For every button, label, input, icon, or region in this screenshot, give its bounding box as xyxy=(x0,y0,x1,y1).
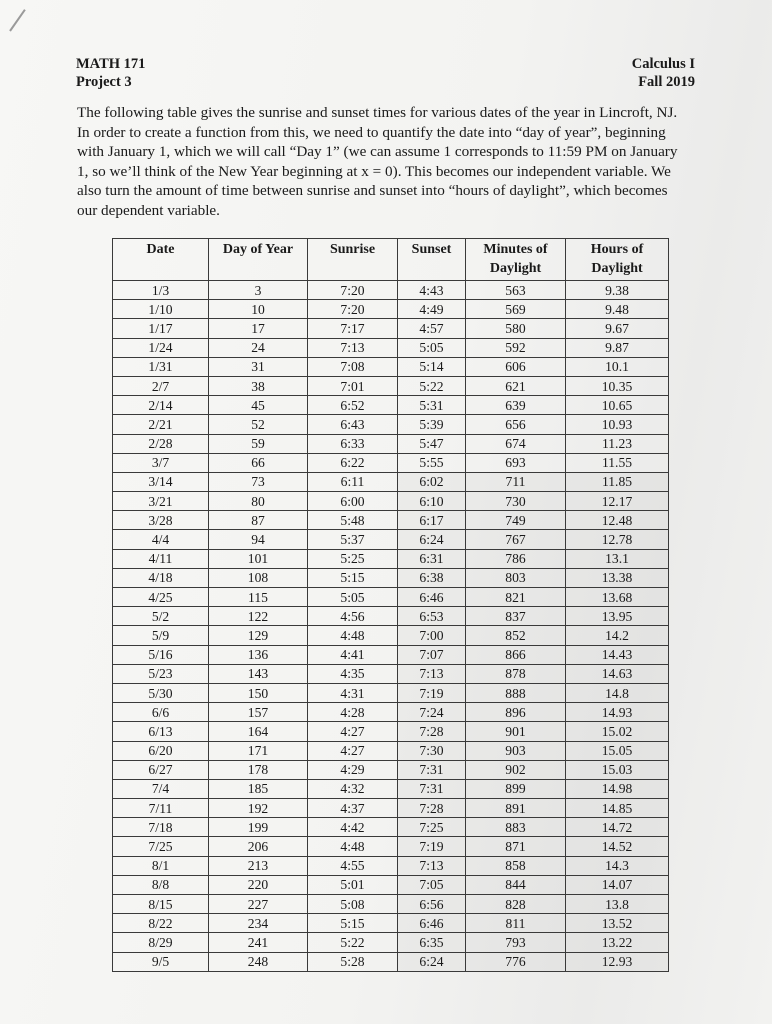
cell-date: 1/3 xyxy=(113,281,209,300)
cell-hours: 10.1 xyxy=(566,357,669,376)
course-code: MATH 171 xyxy=(76,56,146,72)
cell-sunset: 4:49 xyxy=(398,300,466,319)
cell-minutes: 580 xyxy=(466,319,566,338)
cell-minutes: 563 xyxy=(466,281,566,300)
cell-date: 5/16 xyxy=(113,645,209,664)
cell-sunset: 7:13 xyxy=(398,664,466,683)
cell-sunset: 4:43 xyxy=(398,281,466,300)
table-row xyxy=(113,875,669,894)
cell-sunset: 5:05 xyxy=(398,338,466,357)
table-row xyxy=(113,664,669,683)
cell-day-of-year: 101 xyxy=(209,549,308,568)
cell-sunrise: 4:27 xyxy=(308,722,398,741)
col-header-hours: Hours of Daylight xyxy=(566,239,669,281)
cell-sunrise: 6:11 xyxy=(308,472,398,491)
cell-date: 7/4 xyxy=(113,779,209,798)
cell-minutes: 803 xyxy=(466,568,566,587)
cell-sunset: 7:07 xyxy=(398,645,466,664)
cell-minutes: 852 xyxy=(466,626,566,645)
cell-sunset: 6:02 xyxy=(398,472,466,491)
table-row xyxy=(113,799,669,818)
cell-date: 6/27 xyxy=(113,760,209,779)
cell-sunset: 5:31 xyxy=(398,396,466,415)
cell-day-of-year: 108 xyxy=(209,568,308,587)
col-header-date: Date xyxy=(113,239,209,281)
cell-day-of-year: 213 xyxy=(209,856,308,875)
cell-sunrise: 5:28 xyxy=(308,952,398,971)
table-body xyxy=(113,281,669,972)
col-header-day-of-year: Day of Year xyxy=(209,239,308,281)
cell-sunrise: 7:20 xyxy=(308,281,398,300)
cell-minutes: 656 xyxy=(466,415,566,434)
header-left xyxy=(76,55,145,91)
cell-sunrise: 6:22 xyxy=(308,453,398,472)
cell-sunrise: 4:35 xyxy=(308,664,398,683)
cell-day-of-year: 157 xyxy=(209,703,308,722)
cell-sunset: 7:13 xyxy=(398,856,466,875)
cell-hours: 13.8 xyxy=(566,895,669,914)
cell-sunset: 6:24 xyxy=(398,530,466,549)
cell-sunset: 6:46 xyxy=(398,914,466,933)
cell-sunset: 7:19 xyxy=(398,837,466,856)
cell-sunset: 6:53 xyxy=(398,607,466,626)
cell-sunset: 5:55 xyxy=(398,453,466,472)
table-row xyxy=(113,568,669,587)
cell-day-of-year: 241 xyxy=(209,933,308,952)
cell-date: 3/14 xyxy=(113,472,209,491)
cell-minutes: 878 xyxy=(466,664,566,683)
cell-date: 8/15 xyxy=(113,895,209,914)
cell-minutes: 786 xyxy=(466,549,566,568)
cell-sunset: 7:28 xyxy=(398,722,466,741)
cell-minutes: 844 xyxy=(466,875,566,894)
cell-hours: 12.93 xyxy=(566,952,669,971)
cell-sunrise: 5:37 xyxy=(308,530,398,549)
cell-sunset: 5:47 xyxy=(398,434,466,453)
cell-day-of-year: 80 xyxy=(209,492,308,511)
cell-day-of-year: 17 xyxy=(209,319,308,338)
table-row xyxy=(113,837,669,856)
cell-sunrise: 7:01 xyxy=(308,376,398,395)
table-row xyxy=(113,376,669,395)
cell-date: 2/21 xyxy=(113,415,209,434)
cell-minutes: 903 xyxy=(466,741,566,760)
cell-hours: 14.8 xyxy=(566,683,669,702)
cell-sunrise: 5:01 xyxy=(308,875,398,894)
cell-day-of-year: 150 xyxy=(209,683,308,702)
cell-day-of-year: 143 xyxy=(209,664,308,683)
cell-minutes: 674 xyxy=(466,434,566,453)
cell-date: 9/5 xyxy=(113,952,209,971)
cell-day-of-year: 178 xyxy=(209,760,308,779)
cell-sunrise: 4:56 xyxy=(308,607,398,626)
cell-sunrise: 5:15 xyxy=(308,914,398,933)
cell-hours: 13.52 xyxy=(566,914,669,933)
cell-hours: 10.35 xyxy=(566,376,669,395)
cell-minutes: 776 xyxy=(466,952,566,971)
cell-date: 6/13 xyxy=(113,722,209,741)
cell-sunrise: 6:52 xyxy=(308,396,398,415)
cell-minutes: 592 xyxy=(466,338,566,357)
cell-minutes: 891 xyxy=(466,799,566,818)
cell-sunrise: 5:48 xyxy=(308,511,398,530)
cell-date: 4/4 xyxy=(113,530,209,549)
cell-hours: 13.68 xyxy=(566,588,669,607)
cell-day-of-year: 87 xyxy=(209,511,308,530)
cell-sunset: 6:24 xyxy=(398,952,466,971)
col-header-sunset: Sunset xyxy=(398,239,466,281)
cell-hours: 14.52 xyxy=(566,837,669,856)
subject-label: Calculus I xyxy=(631,56,695,72)
cell-hours: 9.48 xyxy=(566,300,669,319)
cell-minutes: 639 xyxy=(466,396,566,415)
cell-minutes: 730 xyxy=(466,492,566,511)
cell-minutes: 902 xyxy=(466,760,566,779)
cell-date: 2/7 xyxy=(113,376,209,395)
daylight-table xyxy=(112,238,669,972)
cell-minutes: 896 xyxy=(466,703,566,722)
cell-date: 4/18 xyxy=(113,568,209,587)
table-row xyxy=(113,319,669,338)
cell-minutes: 901 xyxy=(466,722,566,741)
table-row xyxy=(113,856,669,875)
cell-hours: 14.98 xyxy=(566,779,669,798)
cell-sunrise: 6:43 xyxy=(308,415,398,434)
cell-hours: 13.22 xyxy=(566,933,669,952)
cell-hours: 9.67 xyxy=(566,319,669,338)
table-row xyxy=(113,453,669,472)
cell-sunset: 6:38 xyxy=(398,568,466,587)
table-row xyxy=(113,530,669,549)
cell-day-of-year: 227 xyxy=(209,895,308,914)
cell-sunset: 7:25 xyxy=(398,818,466,837)
cell-minutes: 866 xyxy=(466,645,566,664)
col-header-minutes: Minutes of Daylight xyxy=(466,239,566,281)
cell-sunrise: 4:48 xyxy=(308,626,398,645)
cell-sunrise: 5:05 xyxy=(308,588,398,607)
cell-day-of-year: 220 xyxy=(209,875,308,894)
cell-minutes: 693 xyxy=(466,453,566,472)
cell-day-of-year: 164 xyxy=(209,722,308,741)
cell-sunset: 5:22 xyxy=(398,376,466,395)
cell-sunset: 7:31 xyxy=(398,779,466,798)
cell-date: 1/10 xyxy=(113,300,209,319)
cell-sunset: 7:28 xyxy=(398,799,466,818)
cell-sunrise: 7:13 xyxy=(308,338,398,357)
cell-sunrise: 5:08 xyxy=(308,895,398,914)
cell-hours: 13.38 xyxy=(566,568,669,587)
cell-date: 2/28 xyxy=(113,434,209,453)
cell-date: 4/11 xyxy=(113,549,209,568)
cell-sunrise: 6:00 xyxy=(308,492,398,511)
cell-minutes: 858 xyxy=(466,856,566,875)
cell-day-of-year: 234 xyxy=(209,914,308,933)
table-row xyxy=(113,779,669,798)
cell-sunset: 7:30 xyxy=(398,741,466,760)
col-header-sunrise: Sunrise xyxy=(308,239,398,281)
table-row xyxy=(113,511,669,530)
cell-minutes: 606 xyxy=(466,357,566,376)
cell-sunrise: 4:27 xyxy=(308,741,398,760)
cell-minutes: 837 xyxy=(466,607,566,626)
cell-minutes: 871 xyxy=(466,837,566,856)
cell-sunset: 5:39 xyxy=(398,415,466,434)
cell-day-of-year: 94 xyxy=(209,530,308,549)
intro-paragraph: The following table gives the sunrise and sunset times for various dates of the year in Lincroft, NJ. In order to create a function from this, we need to quantify the date into “day of year”, beginning with January 1, which we will call “Day 1” (we can assume 1 corresponds to 11:59 PM on January 1, so we’ll think of the New Year beginning at x = 0). This becomes our independent variable. We also turn the amount of time between sunrise and sunset into “hours of daylight”, which becomes our dependent variable. xyxy=(77,104,678,219)
table-header-row xyxy=(113,239,669,281)
cell-date: 6/6 xyxy=(113,703,209,722)
cell-day-of-year: 248 xyxy=(209,952,308,971)
cell-day-of-year: 52 xyxy=(209,415,308,434)
table-row xyxy=(113,281,669,300)
cell-day-of-year: 59 xyxy=(209,434,308,453)
table-row xyxy=(113,645,669,664)
table-row xyxy=(113,357,669,376)
cell-day-of-year: 24 xyxy=(209,338,308,357)
term-label: Fall 2019 xyxy=(638,74,695,90)
cell-sunrise: 4:37 xyxy=(308,799,398,818)
cell-minutes: 883 xyxy=(466,818,566,837)
cell-hours: 10.93 xyxy=(566,415,669,434)
cell-date: 4/25 xyxy=(113,588,209,607)
cell-day-of-year: 115 xyxy=(209,588,308,607)
cell-sunrise: 4:41 xyxy=(308,645,398,664)
cell-sunrise: 6:33 xyxy=(308,434,398,453)
cell-sunset: 7:00 xyxy=(398,626,466,645)
intro-text xyxy=(77,103,687,221)
table-row xyxy=(113,415,669,434)
table-row xyxy=(113,396,669,415)
table-row xyxy=(113,472,669,491)
cell-date: 7/25 xyxy=(113,837,209,856)
cell-date: 3/7 xyxy=(113,453,209,472)
cell-date: 8/8 xyxy=(113,875,209,894)
cell-day-of-year: 129 xyxy=(209,626,308,645)
cell-hours: 14.85 xyxy=(566,799,669,818)
cell-day-of-year: 136 xyxy=(209,645,308,664)
cell-minutes: 899 xyxy=(466,779,566,798)
cell-day-of-year: 3 xyxy=(209,281,308,300)
cell-minutes: 793 xyxy=(466,933,566,952)
cell-date: 7/11 xyxy=(113,799,209,818)
cell-sunset: 6:46 xyxy=(398,588,466,607)
cell-hours: 15.02 xyxy=(566,722,669,741)
cell-hours: 9.38 xyxy=(566,281,669,300)
table-row xyxy=(113,492,669,511)
cell-day-of-year: 66 xyxy=(209,453,308,472)
cell-sunset: 6:35 xyxy=(398,933,466,952)
cell-sunrise: 4:29 xyxy=(308,760,398,779)
cell-hours: 11.85 xyxy=(566,472,669,491)
cell-hours: 15.03 xyxy=(566,760,669,779)
table-row xyxy=(113,300,669,319)
cell-sunset: 7:19 xyxy=(398,683,466,702)
cell-day-of-year: 199 xyxy=(209,818,308,837)
cell-date: 1/17 xyxy=(113,319,209,338)
cell-day-of-year: 38 xyxy=(209,376,308,395)
cell-hours: 14.63 xyxy=(566,664,669,683)
cell-sunrise: 4:31 xyxy=(308,683,398,702)
cell-sunset: 4:57 xyxy=(398,319,466,338)
cell-hours: 12.48 xyxy=(566,511,669,530)
cell-sunset: 6:56 xyxy=(398,895,466,914)
cell-sunset: 7:24 xyxy=(398,703,466,722)
table-row xyxy=(113,434,669,453)
cell-day-of-year: 31 xyxy=(209,357,308,376)
cell-minutes: 569 xyxy=(466,300,566,319)
cell-sunset: 6:31 xyxy=(398,549,466,568)
cell-hours: 12.78 xyxy=(566,530,669,549)
cell-sunset: 6:17 xyxy=(398,511,466,530)
cell-date: 2/14 xyxy=(113,396,209,415)
pen-mark xyxy=(9,9,26,31)
cell-hours: 11.23 xyxy=(566,434,669,453)
cell-date: 8/22 xyxy=(113,914,209,933)
cell-sunset: 5:14 xyxy=(398,357,466,376)
table-row xyxy=(113,914,669,933)
cell-sunset: 7:05 xyxy=(398,875,466,894)
cell-hours: 12.17 xyxy=(566,492,669,511)
table-row xyxy=(113,722,669,741)
cell-hours: 11.55 xyxy=(566,453,669,472)
cell-sunset: 7:31 xyxy=(398,760,466,779)
table-row xyxy=(113,588,669,607)
table-row xyxy=(113,626,669,645)
cell-day-of-year: 185 xyxy=(209,779,308,798)
header-right xyxy=(632,55,695,91)
cell-sunrise: 5:22 xyxy=(308,933,398,952)
cell-minutes: 828 xyxy=(466,895,566,914)
cell-day-of-year: 192 xyxy=(209,799,308,818)
cell-date: 5/23 xyxy=(113,664,209,683)
cell-hours: 10.65 xyxy=(566,396,669,415)
cell-minutes: 767 xyxy=(466,530,566,549)
table-row xyxy=(113,549,669,568)
cell-day-of-year: 206 xyxy=(209,837,308,856)
cell-date: 8/1 xyxy=(113,856,209,875)
cell-minutes: 711 xyxy=(466,472,566,491)
cell-sunrise: 5:25 xyxy=(308,549,398,568)
cell-sunrise: 7:20 xyxy=(308,300,398,319)
cell-sunrise: 4:42 xyxy=(308,818,398,837)
table-row xyxy=(113,818,669,837)
table-row xyxy=(113,703,669,722)
cell-minutes: 811 xyxy=(466,914,566,933)
cell-date: 3/28 xyxy=(113,511,209,530)
cell-hours: 9.87 xyxy=(566,338,669,357)
cell-sunrise: 7:08 xyxy=(308,357,398,376)
cell-sunrise: 7:17 xyxy=(308,319,398,338)
cell-date: 5/2 xyxy=(113,607,209,626)
cell-hours: 13.95 xyxy=(566,607,669,626)
cell-day-of-year: 171 xyxy=(209,741,308,760)
table-row xyxy=(113,952,669,971)
table-row xyxy=(113,338,669,357)
cell-day-of-year: 10 xyxy=(209,300,308,319)
cell-date: 5/30 xyxy=(113,683,209,702)
cell-date: 6/20 xyxy=(113,741,209,760)
cell-sunrise: 4:28 xyxy=(308,703,398,722)
table-row xyxy=(113,895,669,914)
cell-hours: 15.05 xyxy=(566,741,669,760)
table-row xyxy=(113,933,669,952)
cell-hours: 14.07 xyxy=(566,875,669,894)
cell-minutes: 621 xyxy=(466,376,566,395)
cell-date: 1/24 xyxy=(113,338,209,357)
cell-sunrise: 4:32 xyxy=(308,779,398,798)
cell-hours: 14.93 xyxy=(566,703,669,722)
cell-hours: 14.3 xyxy=(566,856,669,875)
table-row xyxy=(113,683,669,702)
cell-day-of-year: 45 xyxy=(209,396,308,415)
project-label: Project 3 xyxy=(76,74,132,90)
cell-date: 3/21 xyxy=(113,492,209,511)
cell-minutes: 821 xyxy=(466,588,566,607)
cell-hours: 14.43 xyxy=(566,645,669,664)
cell-hours: 14.72 xyxy=(566,818,669,837)
cell-hours: 14.2 xyxy=(566,626,669,645)
cell-date: 1/31 xyxy=(113,357,209,376)
table-row xyxy=(113,760,669,779)
cell-sunrise: 5:15 xyxy=(308,568,398,587)
table-row xyxy=(113,607,669,626)
cell-day-of-year: 73 xyxy=(209,472,308,491)
cell-sunrise: 4:48 xyxy=(308,837,398,856)
cell-day-of-year: 122 xyxy=(209,607,308,626)
cell-hours: 13.1 xyxy=(566,549,669,568)
cell-date: 7/18 xyxy=(113,818,209,837)
cell-sunrise: 4:55 xyxy=(308,856,398,875)
cell-date: 5/9 xyxy=(113,626,209,645)
cell-minutes: 749 xyxy=(466,511,566,530)
cell-date: 8/29 xyxy=(113,933,209,952)
cell-sunset: 6:10 xyxy=(398,492,466,511)
table-row xyxy=(113,741,669,760)
cell-minutes: 888 xyxy=(466,683,566,702)
